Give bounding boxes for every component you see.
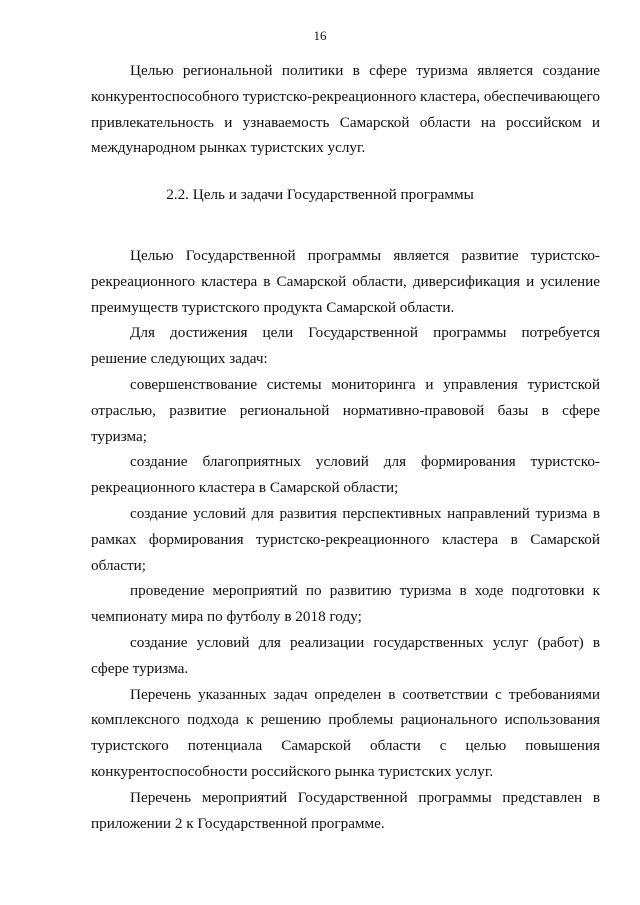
page-number: 16 [313, 28, 327, 43]
section-body [91, 243, 600, 836]
goal-paragraph: Целью Государственной программы является развитие туристско-рекреационного кластера в Самарской области, диверсификация и усиление преимуществ туристского продукта Самарской области. [91, 247, 600, 316]
section-heading: 2.2. Цель и задачи Государственной программы [166, 186, 474, 203]
task-item-4: проведение мероприятий по развитию туризма в ходе подготовки к чемпионату мира по футболу в 2018 году; [91, 582, 600, 626]
tasks-rationale-paragraph: Перечень указанных задач определен в соответствии с требованиями комплексного подхода к решению проблемы рационального использования туристского потенциала Самарской области с целью повышения конкурентоспособности российского рынка туристских услуг. [91, 685, 600, 780]
task-item-5: создание условий для реализации государственных услуг (работ) в сфере туризма. [91, 633, 600, 677]
intro-paragraph: Целью региональной политики в сфере туризма является создание конкурентоспособного туристско-рекреационного кластера, обеспечивающего привлекательность и узнаваемость Самарской области на российском и международном рынках туристских услуг. [91, 62, 600, 157]
task-item-3: создание условий для развития перспективных направлений туризма в рамках формирования туристско-рекреационного кластера в Самарской области; [91, 504, 600, 574]
tasks-intro-paragraph: Для достижения цели Государственной программы потребуется решение следующих задач: [91, 324, 600, 368]
task-item-1: совершенствование системы мониторинга и управления туристской отраслью, развитие региональной нормативно-правовой базы в сфере туризма; [91, 375, 600, 445]
measures-reference-paragraph: Перечень мероприятий Государственной программы представлен в приложении 2 к Государственной программе. [91, 788, 600, 832]
intro-block [91, 58, 600, 161]
task-item-2: создание благоприятных условий для формирования туристско-рекреационного кластера в Самарской области; [91, 453, 600, 497]
